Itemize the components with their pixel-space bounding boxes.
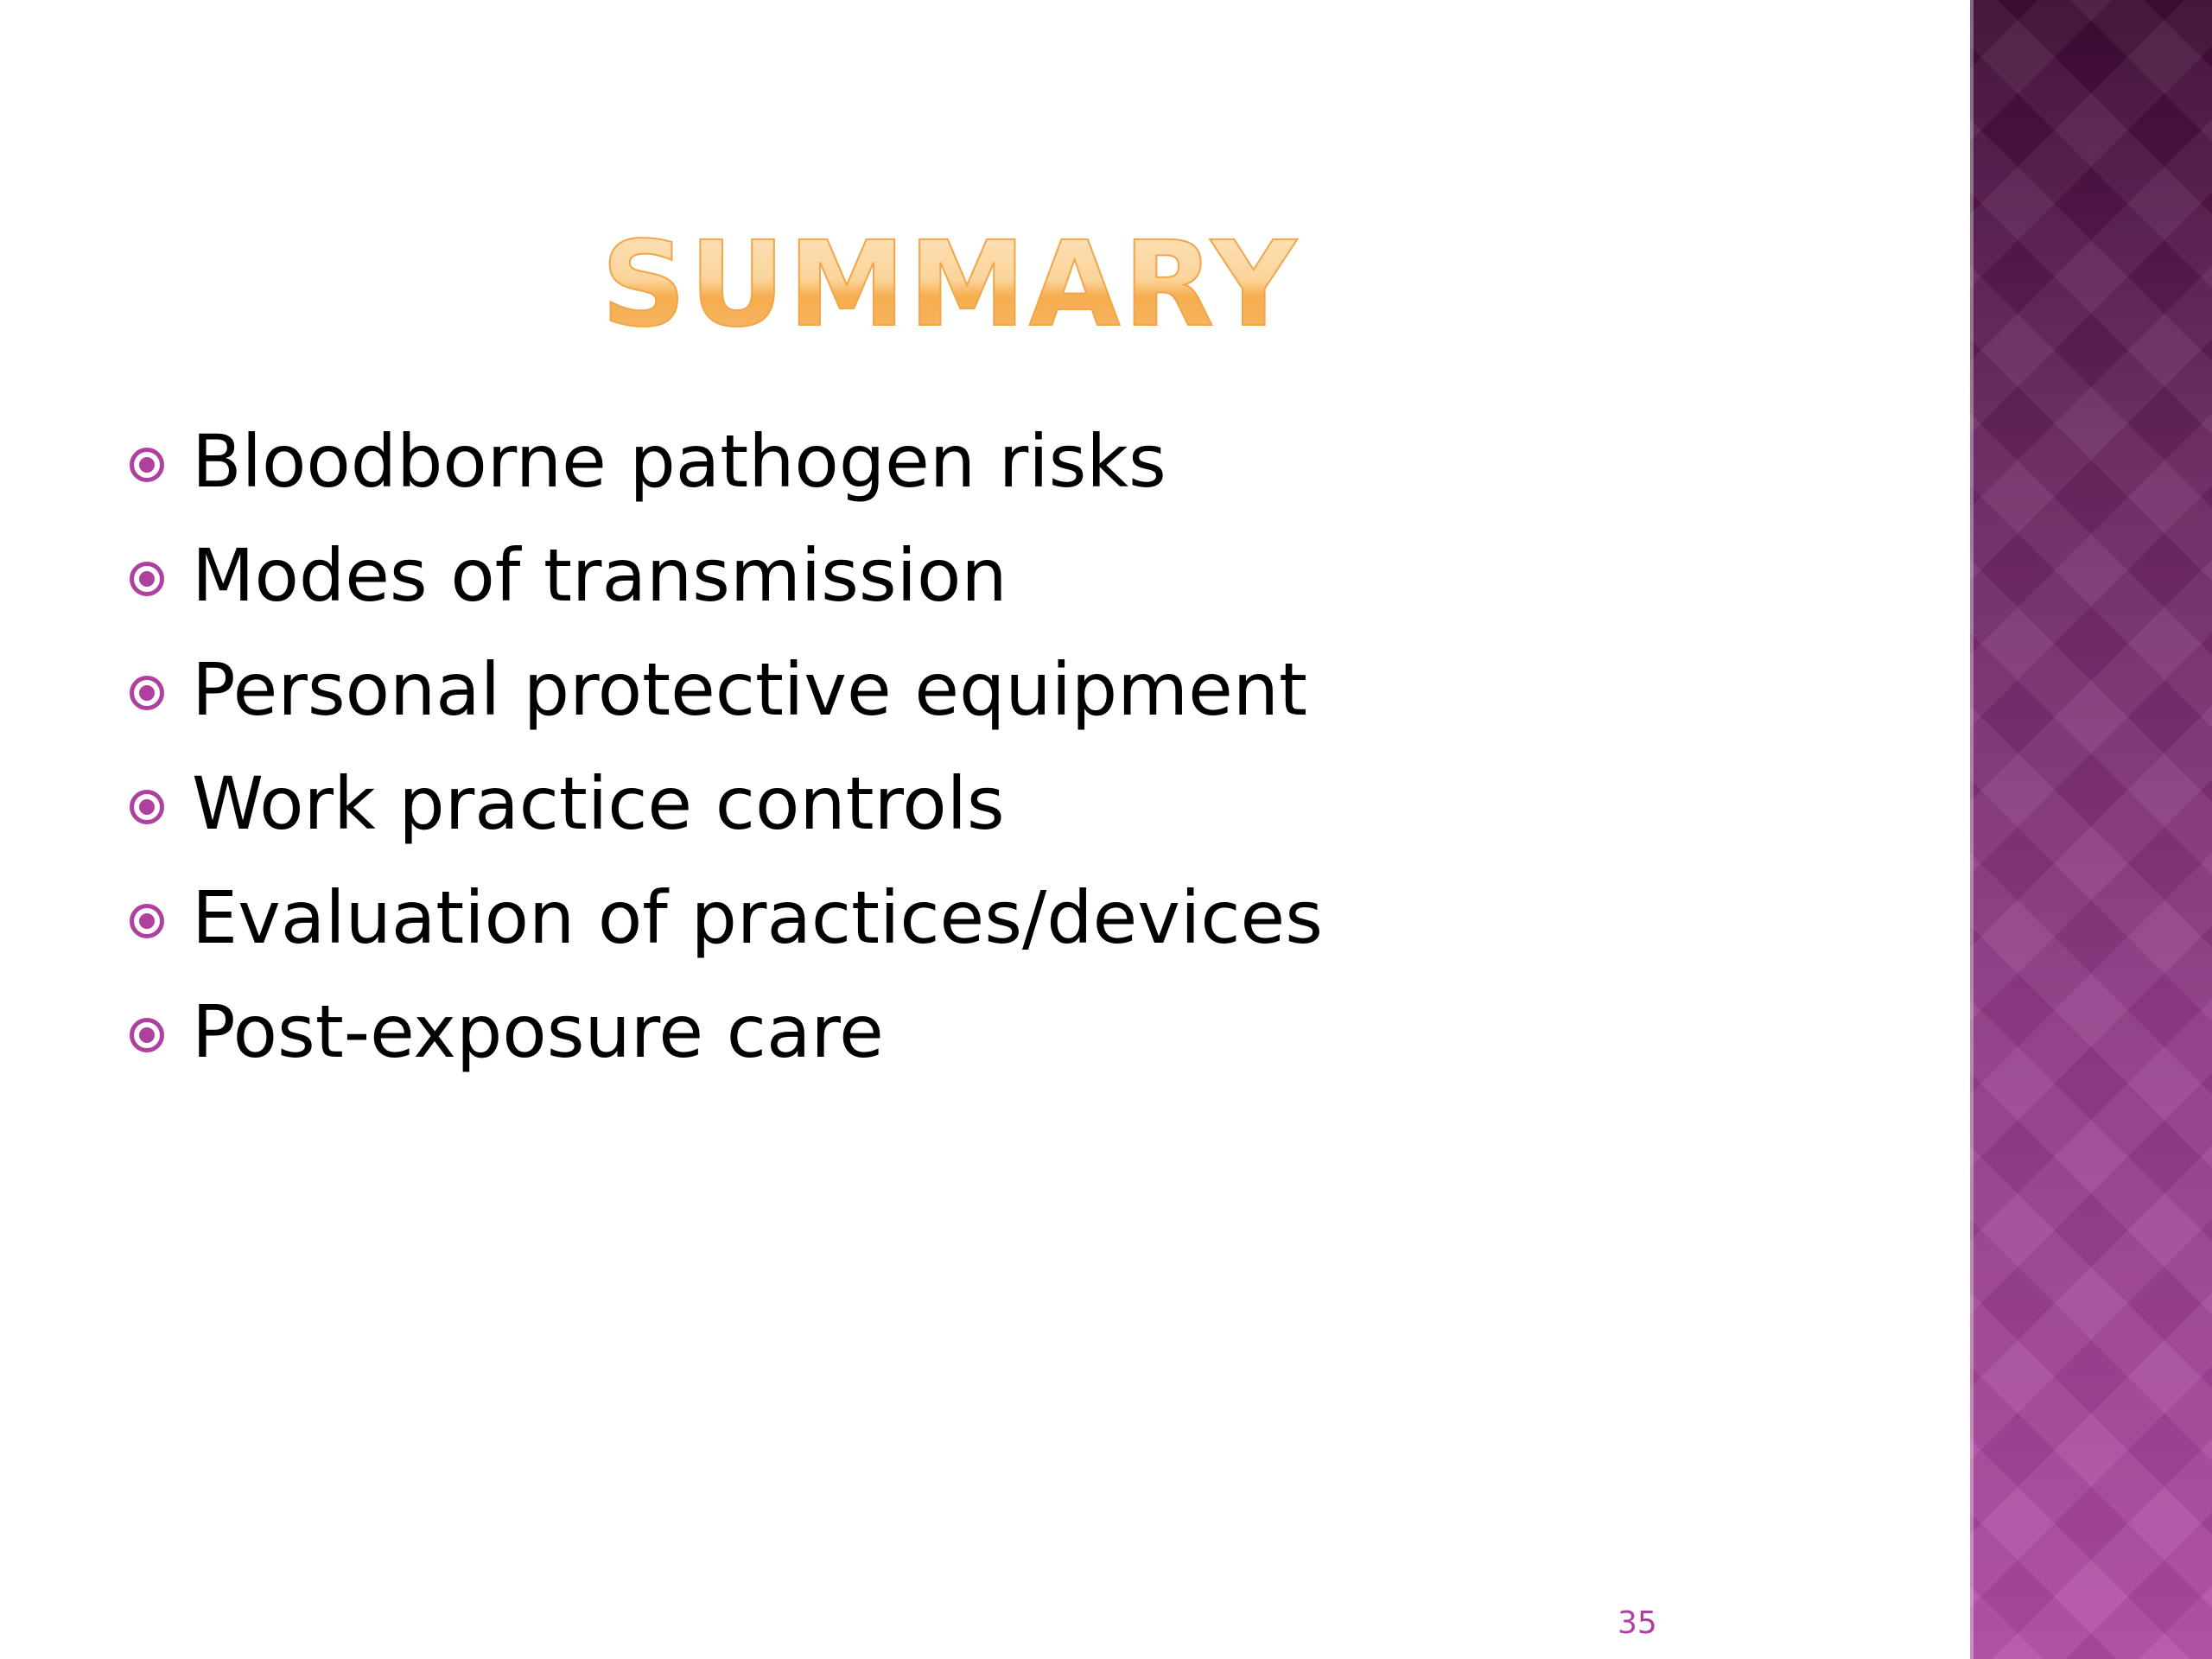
circled-dot-bullet-icon <box>130 448 164 482</box>
circled-dot-bullet-icon <box>130 562 164 596</box>
bullet-item <box>130 404 1323 518</box>
circled-dot-bullet-icon <box>130 790 164 824</box>
bullet-text: Bloodborne pathogen risks <box>192 419 1166 504</box>
decorative-side-band <box>1970 0 2212 1659</box>
slide-title: SUMMARY <box>0 226 1901 344</box>
bullet-item <box>130 632 1323 747</box>
bullet-text: Personal protective equipment <box>192 647 1307 732</box>
bullet-item <box>130 518 1323 632</box>
bullet-item <box>130 861 1323 975</box>
bullet-item <box>130 747 1323 861</box>
bullet-text: Modes of transmission <box>192 533 1007 618</box>
bullet-text: Work practice controls <box>192 761 1005 846</box>
bullet-text: Post-exposure care <box>192 989 884 1074</box>
circled-dot-bullet-icon <box>130 1018 164 1052</box>
circled-dot-bullet-icon <box>130 676 164 710</box>
page-number: 35 <box>1618 1605 1657 1641</box>
bullet-item <box>130 975 1323 1089</box>
bullet-list <box>130 404 1323 1089</box>
circled-dot-bullet-icon <box>130 904 164 938</box>
bullet-text: Evaluation of practices/devices <box>192 875 1323 960</box>
